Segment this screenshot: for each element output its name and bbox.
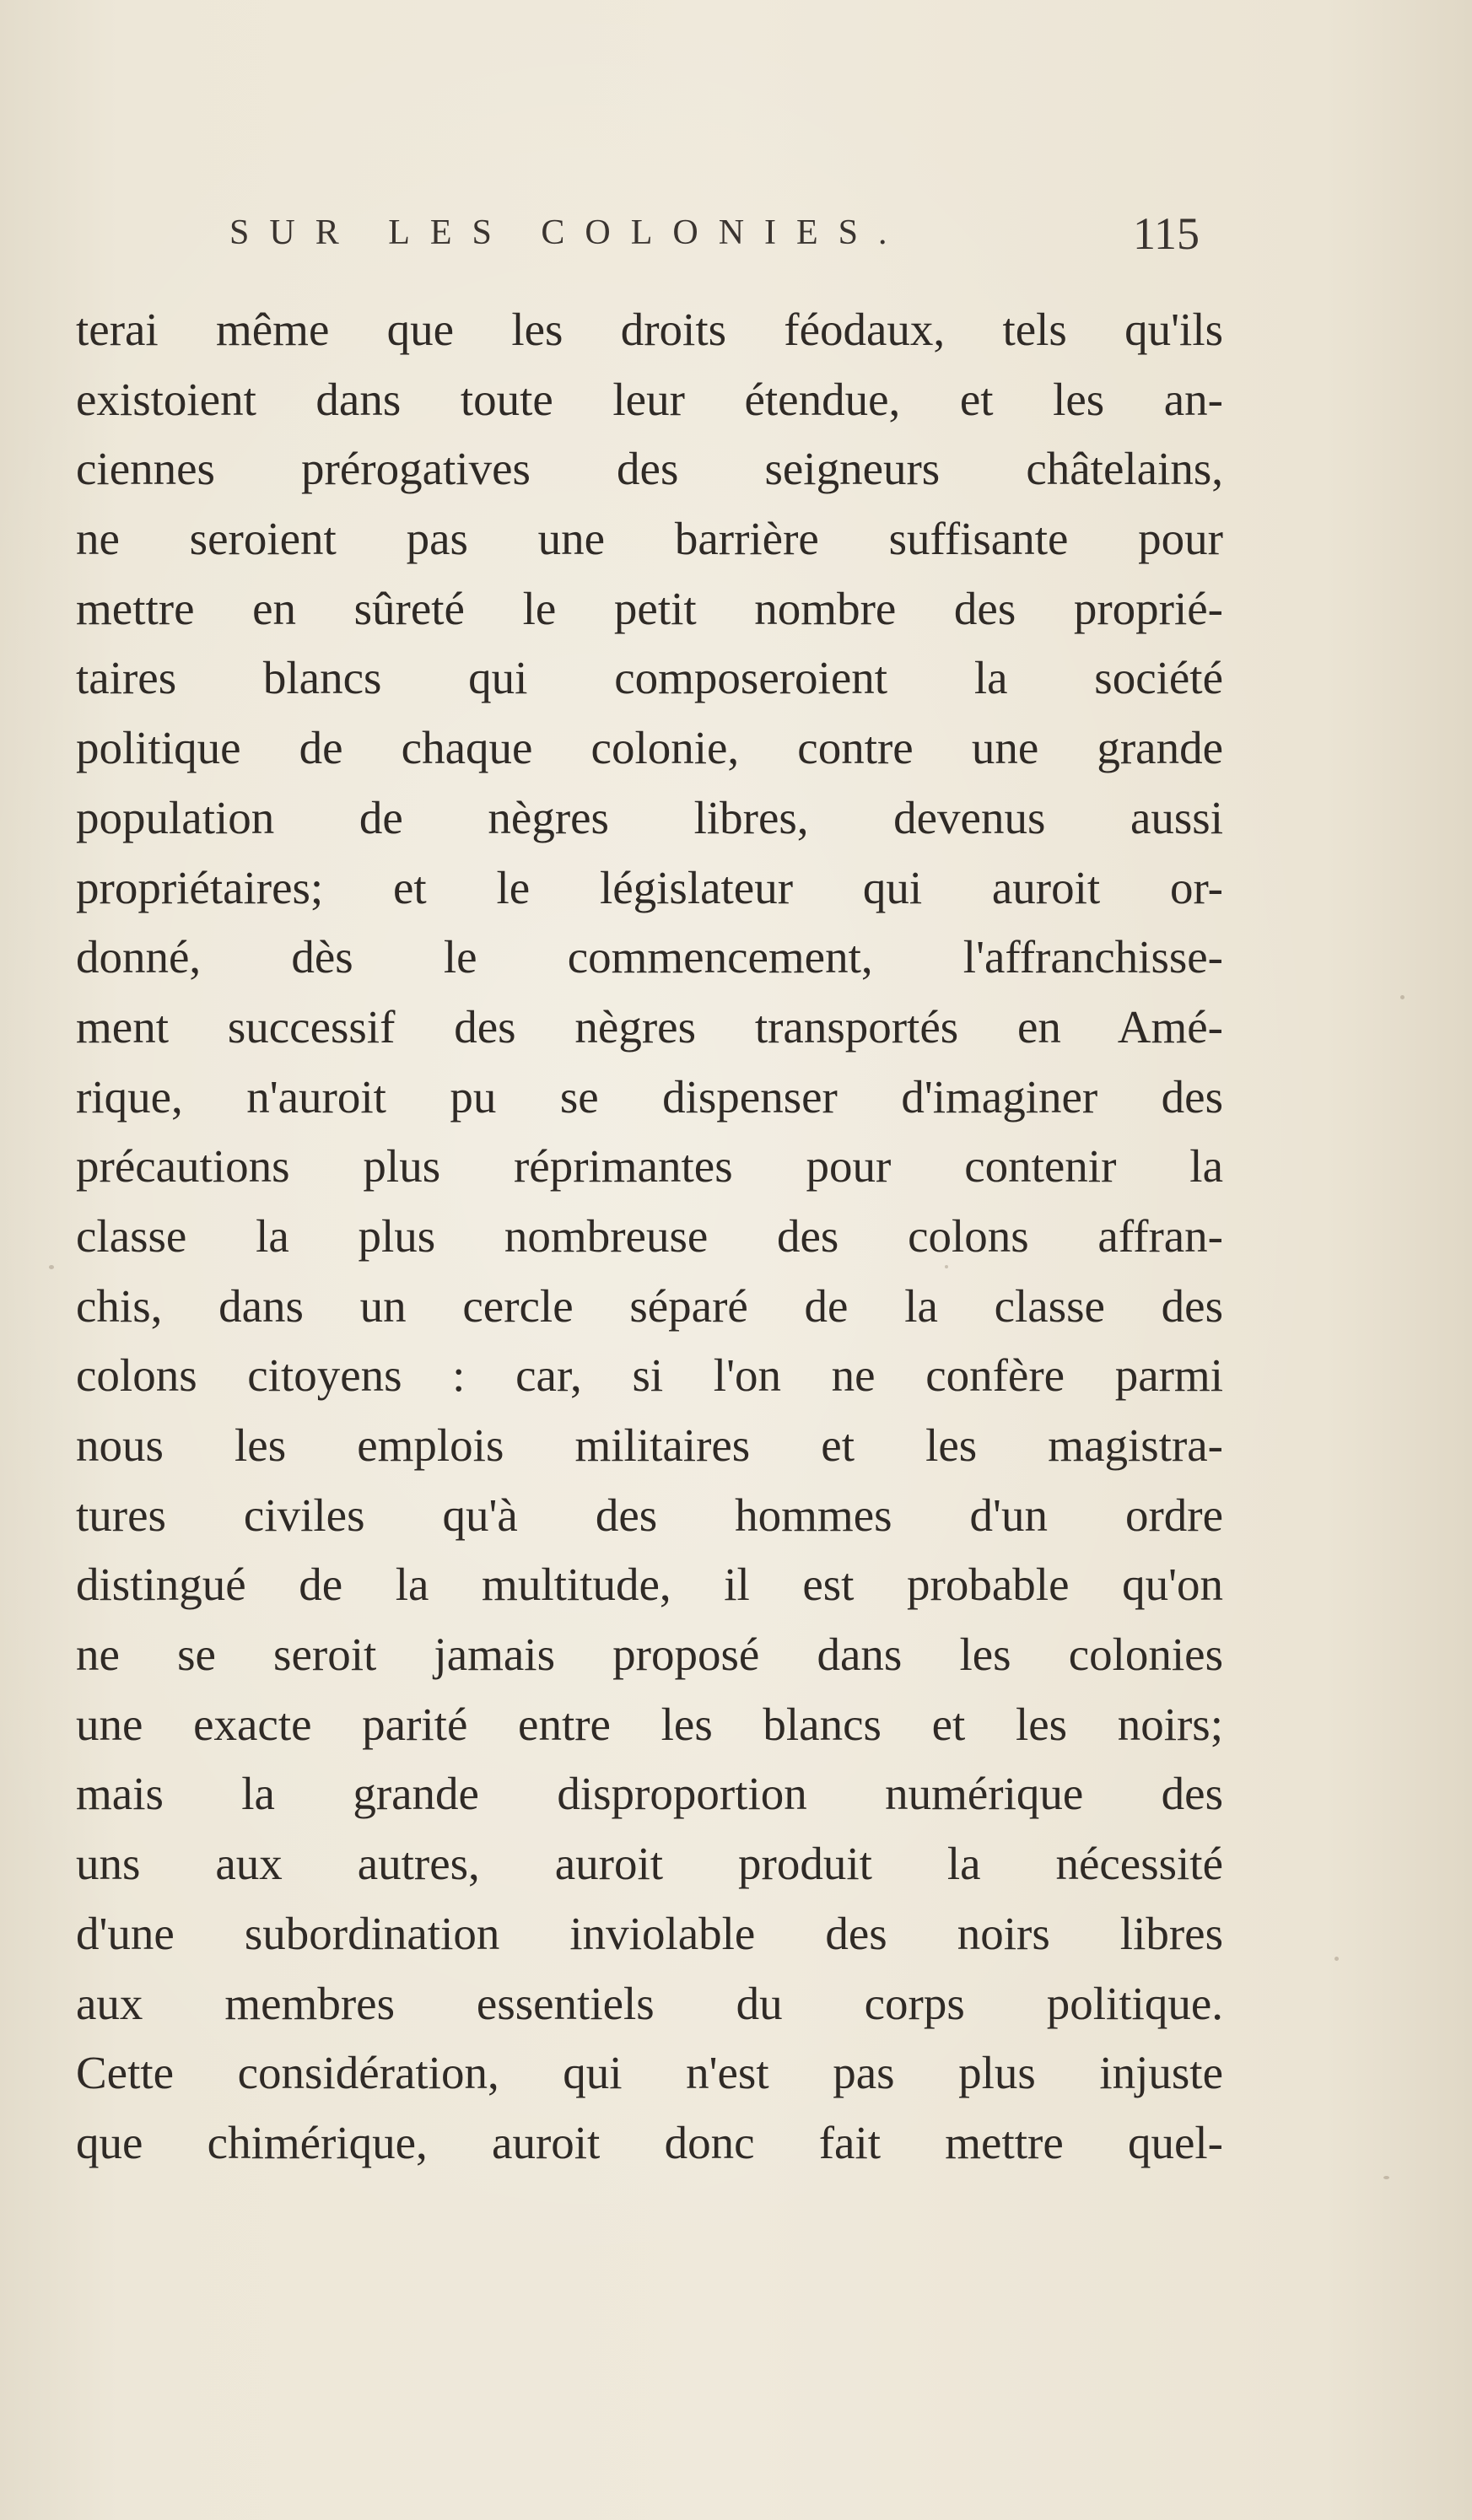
- text-line: nous les emplois militaires et les magistra-: [76, 1419, 1223, 1471]
- text-line: mettre en sûreté le petit nombre des proprié-: [76, 582, 1223, 634]
- text-line: Cette considération, qui n'est pas plus injuste: [76, 2047, 1223, 2099]
- text-line: terai même que les droits féodaux, tels qu'ils: [76, 304, 1223, 355]
- text-line: politique de chaque colonie, contre une grande: [76, 722, 1223, 774]
- text-line: uns aux autres, auroit produit la nécessité: [76, 1838, 1223, 1890]
- body-text: [76, 295, 1223, 2178]
- text-line: propriétaires; et le législateur qui auroit or-: [76, 861, 1223, 913]
- paper-speck: [1383, 2176, 1389, 2179]
- text-line: précautions plus réprimantes pour contenir la: [76, 1140, 1223, 1193]
- text-line: d'une subordination inviolable des noirs libres: [76, 1907, 1223, 1959]
- text-line: donné, dès le commencement, l'affranchisse-: [76, 931, 1223, 983]
- paper-speck: [1400, 995, 1405, 999]
- text-line: tures civiles qu'à des hommes d'un ordre: [76, 1489, 1223, 1541]
- text-line: ne se seroit jamais proposé dans les colonies: [76, 1629, 1223, 1681]
- paper-speck: [1335, 1957, 1339, 1961]
- text-line: colons citoyens : car, si l'on ne confère parmi: [76, 1349, 1223, 1402]
- text-line: une exacte parité entre les blancs et les noirs;: [76, 1698, 1223, 1750]
- text-line: existoient dans toute leur étendue, et les an-: [76, 373, 1223, 425]
- text-line: taires blancs qui composeroient la société: [76, 652, 1223, 704]
- page-number: 115: [1133, 208, 1200, 259]
- text-line: chis, dans un cercle séparé de la classe des: [76, 1279, 1223, 1332]
- text-line: aux membres essentiels du corps politique.: [76, 1977, 1223, 2029]
- text-line: distingué de la multitude, il est probable qu'on: [76, 1559, 1223, 1611]
- text-line: que chimérique, auroit donc fait mettre quel-: [76, 2116, 1223, 2168]
- text-line: ment successif des nègres transportés en Amé-: [76, 1000, 1223, 1053]
- text-line: population de nègres libres, devenus aussi: [76, 791, 1223, 843]
- paper-speck: [945, 1265, 948, 1268]
- text-line: ciennes prérogatives des seigneurs châtelains,: [76, 443, 1223, 495]
- paper-speck: [49, 1265, 54, 1269]
- running-head: [229, 208, 1200, 272]
- text-line: rique, n'auroit pu se dispenser d'imaginer des: [76, 1070, 1223, 1123]
- running-title: SUR LES COLONIES.: [229, 213, 908, 252]
- text-line: ne seroient pas une barrière suffisante pour: [76, 513, 1223, 565]
- text-line: mais la grande disproportion numérique des: [76, 1768, 1223, 1820]
- text-line: classe la plus nombreuse des colons affran-: [76, 1209, 1223, 1262]
